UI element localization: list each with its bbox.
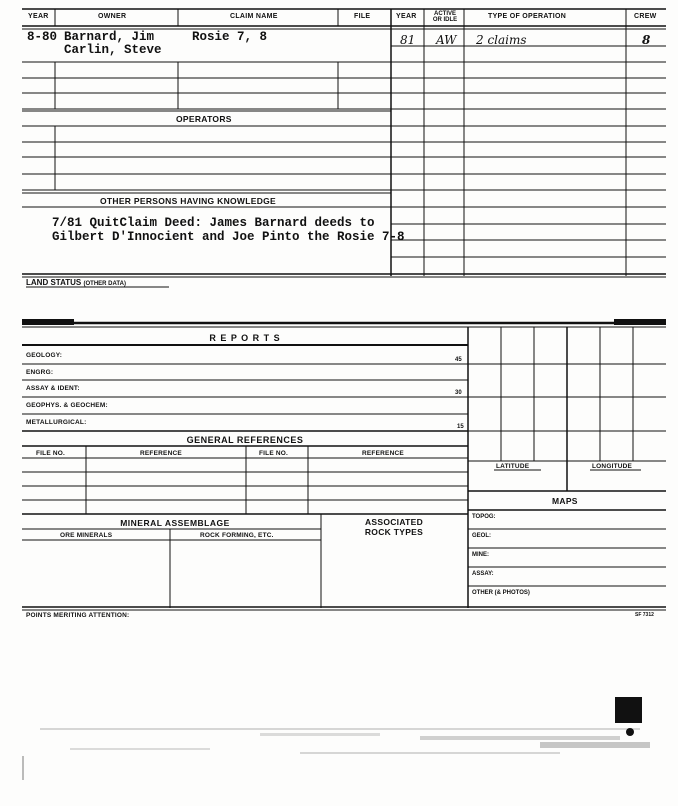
report-row-assay: ASSAY & IDENT: bbox=[26, 385, 80, 392]
header-active-label: ACTIVE bbox=[433, 11, 456, 17]
maps-row-other: OTHER (& PHOTOS) bbox=[472, 590, 530, 596]
gen-ref-header-reference: REFERENCE bbox=[140, 450, 182, 457]
longitude-label: LONGITUDE bbox=[592, 463, 633, 470]
entry-owner-line2: Carlin, Steve bbox=[64, 43, 162, 57]
other-persons-line1: 7/81 QuitClaim Deed: James Barnard deeds to bbox=[52, 216, 375, 230]
header-file: FILE bbox=[354, 13, 371, 20]
gen-ref-header-file-no: FILE NO. bbox=[36, 450, 66, 457]
header-idle-label: OR IDLE bbox=[432, 17, 458, 23]
entry-claim-name: Rosie 7, 8 bbox=[192, 30, 268, 44]
report-row-geology: GEOLOGY: bbox=[26, 352, 63, 359]
report-num-metallurgical: 15 bbox=[457, 424, 464, 430]
report-row-engrg: ENGRG: bbox=[26, 369, 54, 376]
entry-year: 8-80 bbox=[27, 30, 58, 44]
land-status-label: LAND STATUS bbox=[26, 278, 82, 287]
associated-line2: ROCK TYPES bbox=[364, 527, 424, 537]
gen-ref-header-file-no-2: FILE NO. bbox=[259, 450, 289, 457]
maps-row-assay: ASSAY: bbox=[472, 571, 494, 577]
header-claim-name: CLAIM NAME bbox=[230, 13, 278, 20]
reports-title: R E P O R T S bbox=[209, 333, 281, 343]
latitude-label: LATITUDE bbox=[496, 463, 530, 470]
header-year-2: YEAR bbox=[396, 13, 417, 20]
associated-line1: ASSOCIATED bbox=[364, 517, 424, 527]
report-row-metallurgical: METALLURGICAL: bbox=[26, 419, 87, 426]
report-num-geology: 45 bbox=[455, 357, 462, 363]
header-type-of-operation: TYPE OF OPERATION bbox=[488, 13, 567, 20]
mineral-assemblage-title: MINERAL ASSEMBLAGE bbox=[120, 518, 230, 528]
general-references-title: GENERAL REFERENCES bbox=[186, 435, 304, 445]
associated-rock-types bbox=[324, 517, 464, 537]
maps-row-mine: MINE: bbox=[472, 552, 489, 558]
gen-ref-header-reference-2: REFERENCE bbox=[362, 450, 404, 457]
rock-forming-header: ROCK FORMING, ETC. bbox=[200, 532, 274, 539]
operators-title: OPERATORS bbox=[176, 114, 232, 124]
handwritten-type: 2 claims bbox=[476, 33, 527, 47]
header-year: YEAR bbox=[28, 13, 49, 20]
maps-title: MAPS bbox=[552, 496, 578, 506]
form-code: SF 7312 bbox=[635, 612, 654, 618]
land-status-sublabel: (OTHER DATA) bbox=[83, 281, 126, 287]
header-crew: CREW bbox=[634, 13, 657, 20]
header-owner: OWNER bbox=[98, 13, 127, 20]
other-persons-title: OTHER PERSONS HAVING KNOWLEDGE bbox=[100, 196, 277, 206]
maps-row-topog: TOPOG: bbox=[472, 514, 496, 520]
report-row-geophys: GEOPHYS. & GEOCHEM: bbox=[26, 402, 108, 409]
ore-minerals-header: ORE MINERALS bbox=[60, 532, 113, 539]
other-persons-line2: Gilbert D'Innocient and Joe Pinto the Rosie 7-8 bbox=[52, 230, 405, 244]
points-meriting-attention: POINTS MERITING ATTENTION: bbox=[26, 612, 130, 619]
handwritten-year: 81 bbox=[400, 33, 416, 47]
scan-marker bbox=[615, 697, 642, 723]
report-num-assay: 30 bbox=[455, 390, 462, 396]
land-status bbox=[26, 278, 126, 287]
header-active-or-idle bbox=[426, 11, 464, 23]
entry-owner-line1: Barnard, Jim bbox=[64, 30, 155, 44]
handwritten-active: AW bbox=[436, 33, 457, 47]
handwritten-crew: 8 bbox=[642, 33, 651, 47]
maps-row-geol: GEOL: bbox=[472, 533, 491, 539]
